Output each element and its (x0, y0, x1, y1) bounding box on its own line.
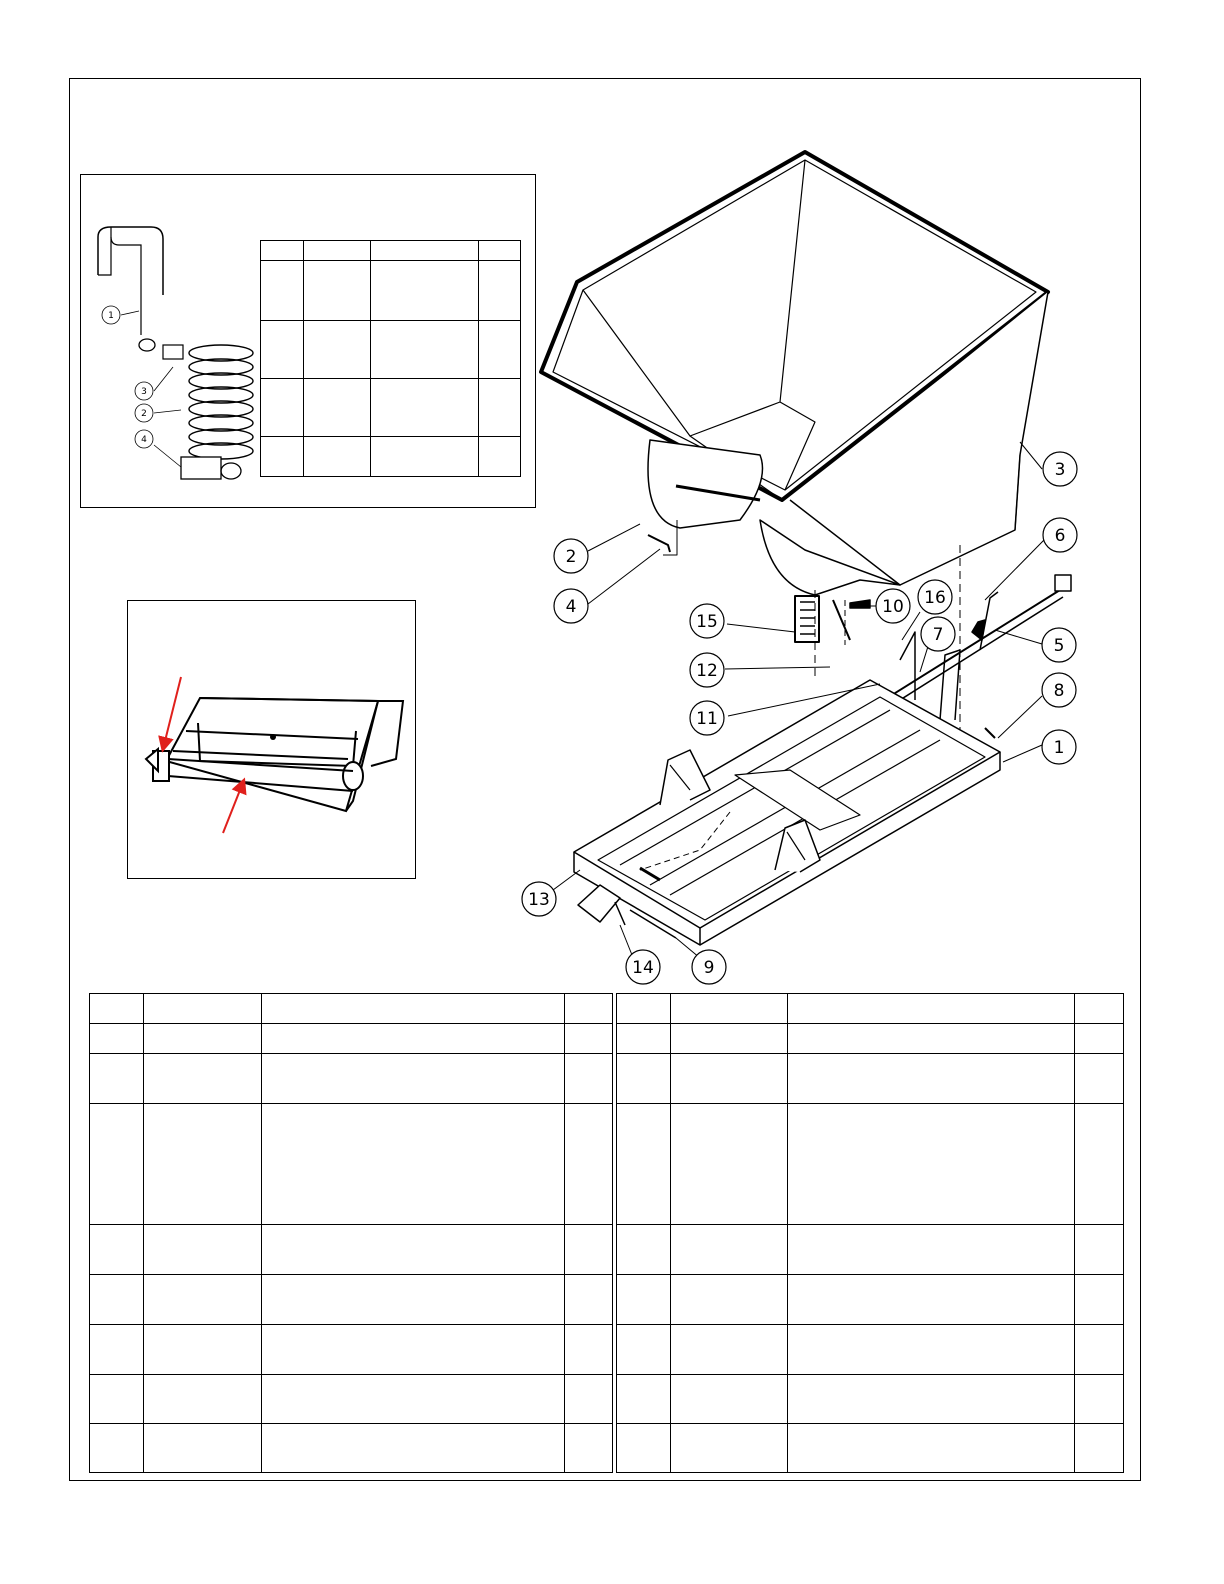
callout-11: 11 (696, 709, 718, 729)
callout-1: 1 (1053, 738, 1065, 758)
callout-12: 12 (696, 661, 718, 681)
callout-3: 3 (1054, 460, 1066, 480)
callout-8: 8 (1053, 681, 1065, 701)
inset-callout-4: 4 (141, 435, 147, 445)
callout-9: 9 (703, 958, 715, 978)
callout-13: 13 (528, 890, 550, 910)
callout-2: 2 (565, 547, 577, 567)
callout-16: 16 (924, 588, 946, 608)
parts-table-right (616, 993, 1124, 1473)
callout-7: 7 (932, 625, 944, 645)
callout-5: 5 (1053, 636, 1065, 656)
inset-callout-2: 2 (141, 409, 147, 419)
callout-10: 10 (882, 597, 904, 617)
callout-15: 15 (696, 612, 718, 632)
inset-callout-1: 1 (108, 311, 114, 321)
callout-6: 6 (1054, 526, 1066, 546)
inset-callout-3: 3 (141, 387, 147, 397)
callout-4: 4 (565, 597, 577, 617)
callout-14: 14 (632, 958, 654, 978)
parts-table-left (89, 993, 613, 1473)
